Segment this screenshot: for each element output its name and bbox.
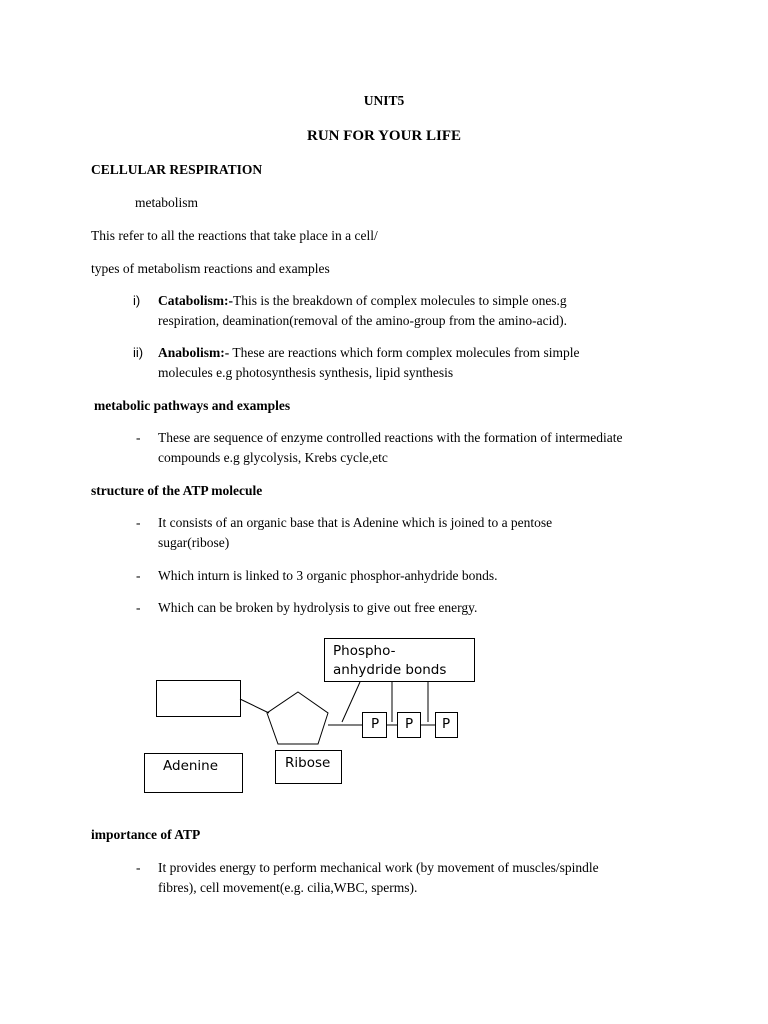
pathways-line2: compounds e.g glycolysis, Krebs cycle,etc bbox=[158, 450, 388, 465]
atp-bullet-2: Which inturn is linked to 3 organic phosphor-anhydride bonds. bbox=[158, 568, 498, 583]
list-marker-i: i) bbox=[133, 293, 141, 308]
types-heading: types of metabolism reactions and examples bbox=[91, 261, 330, 276]
pathways-line1: These are sequence of enzyme controlled reactions with the formation of intermediate bbox=[158, 430, 623, 445]
section-heading-atp-structure: structure of the ATP molecule bbox=[91, 483, 263, 498]
ribose-pentagon bbox=[267, 692, 328, 744]
catabolism-term: Catabolism:- bbox=[158, 293, 233, 308]
section-heading-pathways: metabolic pathways and examples bbox=[94, 398, 291, 413]
phosphate-label-2: P bbox=[405, 716, 414, 732]
anabolism-term: Anabolism:- bbox=[158, 345, 230, 360]
phosphate-label-1: P bbox=[371, 716, 380, 732]
bullet-dash: - bbox=[136, 600, 141, 615]
phospho-label-line1: Phospho- bbox=[333, 643, 396, 659]
bullet-dash: - bbox=[136, 568, 141, 583]
atp-bullet-3: Which can be broken by hydrolysis to give out free energy. bbox=[158, 600, 478, 615]
phospho-label-line2: anhydride bonds bbox=[333, 662, 447, 678]
unit-heading: UNIT5 bbox=[363, 93, 405, 108]
anabolism-text: These are reactions which form complex molecules from simple bbox=[229, 345, 580, 360]
ribose-label: Ribose bbox=[285, 755, 331, 771]
bullet-dash: - bbox=[136, 860, 141, 875]
bullet-dash: - bbox=[136, 430, 141, 445]
bond-pointer-line bbox=[342, 682, 360, 722]
section-heading-importance: importance of ATP bbox=[91, 827, 201, 842]
atp-bullet-1-line2: sugar(ribose) bbox=[158, 535, 230, 550]
importance-line1: It provides energy to perform mechanical work (by movement of muscles/spindle bbox=[158, 860, 599, 875]
anabolism-line2: molecules e.g photosynthesis synthesis, lipid synthesis bbox=[158, 365, 454, 380]
list-marker-ii: ii) bbox=[133, 345, 144, 360]
connector-line bbox=[240, 699, 269, 713]
page-title: RUN FOR YOUR LIFE bbox=[306, 128, 462, 144]
phosphate-label-3: P bbox=[442, 716, 451, 732]
catabolism-text: This is the breakdown of complex molecules to simple ones.g bbox=[233, 293, 567, 308]
empty-box bbox=[157, 681, 241, 717]
metabolism-label: metabolism bbox=[135, 195, 198, 210]
catabolism-line2: respiration, deamination(removal of the amino-group from the amino-acid). bbox=[158, 313, 567, 328]
metabolism-definition: This refer to all the reactions that take place in a cell/ bbox=[91, 228, 378, 243]
section-heading-cellular-respiration: CELLULAR RESPIRATION bbox=[91, 162, 263, 177]
atp-bullet-1-line1: It consists of an organic base that is Adenine which is joined to a pentose bbox=[158, 515, 553, 530]
adenine-label: Adenine bbox=[163, 758, 219, 774]
importance-line2: fibres), cell movement(e.g. cilia,WBC, sperms). bbox=[158, 880, 418, 895]
bullet-dash: - bbox=[136, 515, 141, 530]
